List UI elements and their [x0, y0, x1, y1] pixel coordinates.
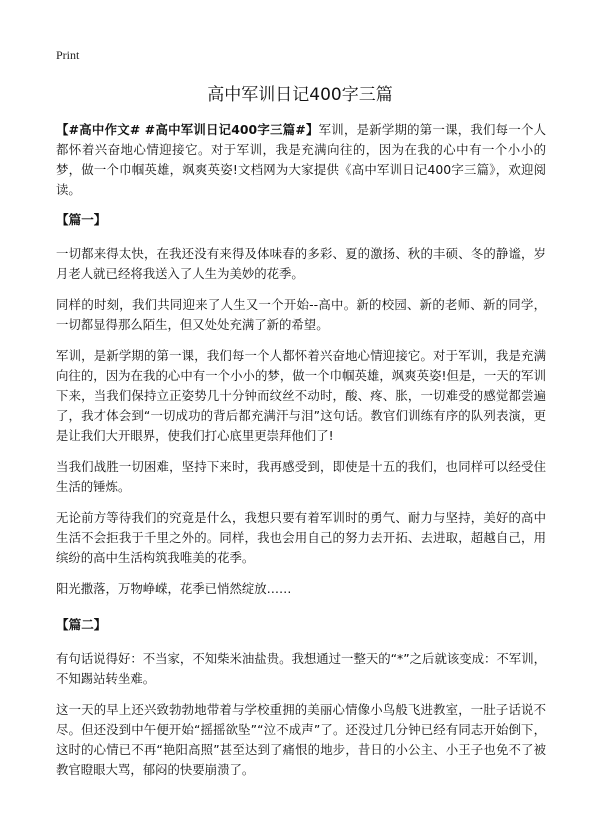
paragraph: 一切都来得太快，在我还没有来得及体味春的多彩、夏的激扬、秋的丰硕、冬的静谧，岁月老人就已经将我送入了人生为美妙的花季。 [56, 246, 546, 281]
paragraph: 军训，是新学期的第一课，我们每一个人都怀着兴奋地心情迎接它。对于军训，我是充满向往的，因为在我的心中有一个小小的梦，做一个巾帼英雄，飒爽英姿!但是，一天的军训下来，当我们保持立正姿势几十分钟而纹丝不动时，酸、疼、胀，一切难受的感觉都尝遍了，我才体会到“一切成功的背后都充满汗与泪”这句话。教官们训练有序的队列表演，更是让我们大开眼界，使我们打心底里更崇拜他们了! [56, 348, 546, 443]
section-heading-1: 【篇一】 [56, 212, 107, 227]
page-title: 高中军训日记400字三篇 [207, 85, 393, 105]
paragraph: 无论前方等待我们的究竟是什么，我想只要有着军训时的勇气、耐力与坚持，美好的高中生活不会拒我于千里之外的。同样，我也会用自己的努力去开拓、去进取，超越自己，用缤纷的高中生活构筑我唯美的花季。 [56, 510, 546, 565]
paragraph: 阳光撒落，万物峥嵘，花季已悄然绽放…… [56, 581, 292, 596]
print-link[interactable]: Print [56, 48, 80, 62]
paragraph: 有句话说得好：不当家，不知柴米油盐贵。我想通过一整天的“*”之后就该变成：不军训，不知踢站转坐难。 [56, 651, 546, 686]
paragraph: 这一天的早上还兴致勃勃地带着与学校重拥的美丽心情像小鸟般飞进教室，一肚子话说不尽。但还没到中午便开始“摇摇欲坠”“泣不成声”了。还没过几分钟已经有同志开始倒下，这时的心情已不再“艳阳高照”甚至达到了痛恨的地步，昔日的小公主、小王子也免不了被教官瞪眼大骂，郁闷的快要崩溃了。 [56, 702, 546, 777]
section-heading-2: 【篇二】 [56, 617, 107, 632]
paragraph: 当我们战胜一切困难，坚持下来时，我再感受到，即使是十五的我们，也同样可以经受住生活的锤炼。 [56, 459, 546, 494]
intro-paragraph [56, 120, 546, 200]
paragraph: 同样的时刻，我们共同迎来了人生又一个开始--高中。新的校园、新的老师、新的同学，一切都显得那么陌生，但又处处充满了新的希望。 [56, 297, 546, 332]
article-body [56, 120, 546, 791]
intro-tag: 【#高中作文# #高中军训日记400字三篇#】 [56, 122, 319, 137]
intro-text: 军训，是新学期的第一课，我们每一个人都怀着兴奋地心情迎接它。对于军训，我是充满向往的，因为在我的心中有一个小小的梦，做一个巾帼英雄，飒爽英姿!文档网为大家提供《高中军训日记400字三篇》，欢迎阅读。 [56, 122, 547, 197]
